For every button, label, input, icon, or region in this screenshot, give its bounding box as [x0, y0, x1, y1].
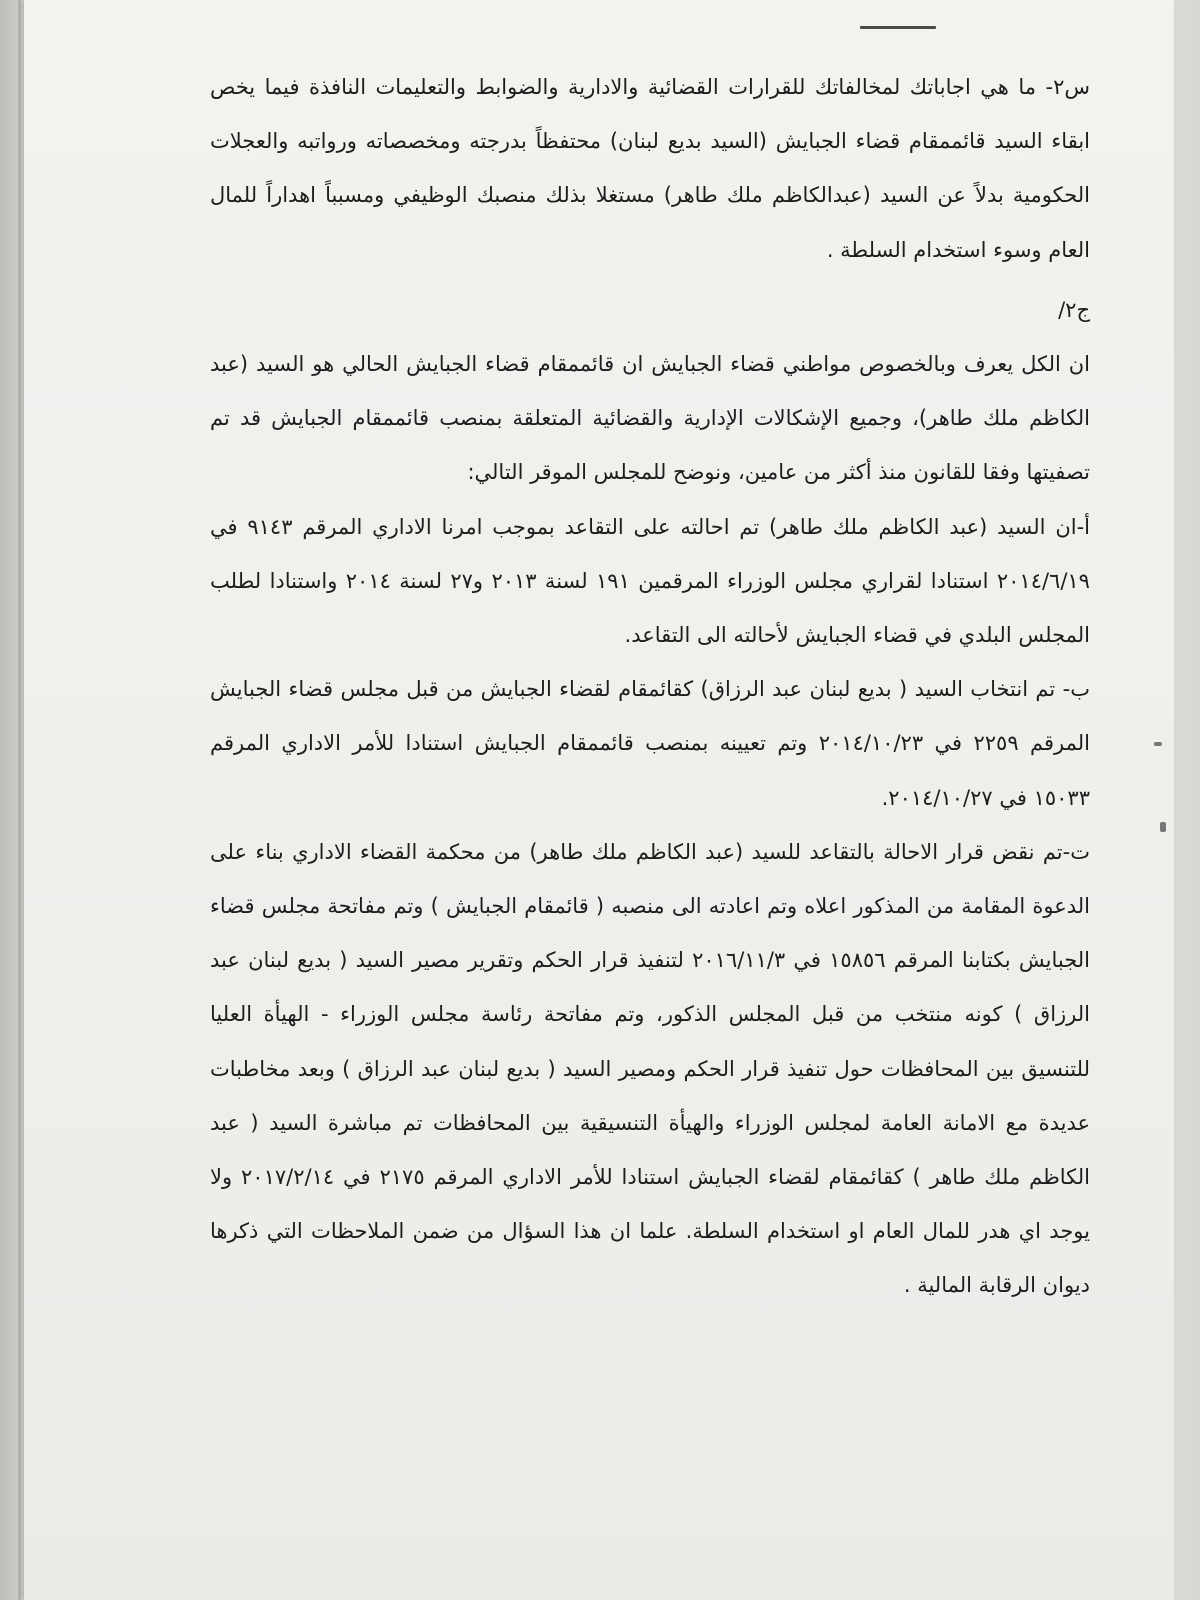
margin-mark [1154, 742, 1162, 746]
page-edge-shadow [18, 0, 21, 1600]
document-sheet [24, 0, 1174, 1600]
underlying-page-strip [0, 0, 26, 1600]
item-a-paragraph: أ-ان السيد (عبد الكاظم ملك طاهر) تم احالته على التقاعد بموجب امرنا الاداري المرقم ٩١٤٣ في ٢٠١٤/٦/١٩ استنادا لقراري مجلس الوزراء المرقمين ١٩١ لسنة ٢٠١٣ و٢٧ لسنة ٢٠١٤ واستنادا لطلب المجلس البلدي في قضاء الجبايش لأحالته الى التقاعد. [210, 514, 1091, 648]
item-b-paragraph: ب- تم انتخاب السيد ( بديع لبنان عبد الرزاق) كقائمقام لقضاء الجبايش من قبل مجلس قضاء الجبايش المرقم ٢٢٥٩ في ٢٠١٤/١٠/٢٣ وتم تعيينه بمنصب قائممقام الجبايش استنادا للأمر الاداري المرقم ١٥٠٣٣ في ٢٠١٤/١٠/٢٧. [210, 677, 1090, 810]
document-body [210, 60, 1090, 1313]
top-horizontal-rule [860, 26, 936, 29]
margin-mark [1160, 822, 1166, 832]
answer-intro-paragraph: ان الكل يعرف وبالخصوص مواطني قضاء الجبايش ان قائممقام قضاء الجبايش الحالي هو السيد (عبد الكاظم ملك طاهر)، وجميع الإشكالات الإدارية والقضائية المتعلقة بمنصب قائممقام الجبايش قد تم تصفيتها وفقا للقانون منذ أكثر من عامين، ونوضح للمجلس الموقر التالي: [210, 352, 1090, 485]
item-t-paragraph: ت-تم نقض قرار الاحالة بالتقاعد للسيد (عبد الكاظم ملك طاهر) من محكمة القضاء الاداري بناء على الدعوة المقامة من المذكور اعلاه وتم اعادته الى منصبه ( قائمقام الجبايش ) وتم مفاتحة مجلس قضاء الجبايش بكتابنا المرقم ١٥٨٥٦ في ٢٠١٦/١١/٣ لتنفيذ قرار الحكم وتقرير مصير السيد ( بديع لبنان عبد الرزاق ) كونه منتخب من قبل المجلس الذكور، وتم مفاتحة رئاسة مجلس الوزراء - الهيأة العليا للتنسيق بين المحافظات حول تنفيذ قرار الحكم ومصير السيد ( بديع لبنان عبد الرزاق ) وبعد مخاطبات عديدة مع الامانة العامة لمجلس الوزراء والهيأة التنسيقية بين المحافظات تم مباشرة السيد ( عبد الكاظم ملك طاهر ) كقائمقام لقضاء الجبايش استنادا للأمر الاداري المرقم ٢١٧٥ في ٢٠١٧/٢/١٤ ولا يوجد اي هدر للمال العام او استخدام السلطة. علما ان هذا السؤال من ضمن الملاحظات التي ذكرها ديوان الرقابة المالية . [210, 839, 1091, 1298]
answer-heading: ج٢/ [1058, 297, 1090, 322]
question-paragraph: س٢- ما هي اجاباتك لمخالفاتك للقرارات القضائية والادارية والضوابط والتعليمات النافذة فيما يخص ابقاء السيد قائممقام قضاء الجبايش (السيد بديع لبنان) محتفظاً بدرجته ومخصصاته ورواتبه والعجلات الحكومية بدلاً عن السيد (عبدالكاظم ملك طاهر) مستغلا بذلك منصبك الوظيفي ومسبباً اهداراً للمال العام وسوء استخدام السلطة . [210, 75, 1090, 262]
